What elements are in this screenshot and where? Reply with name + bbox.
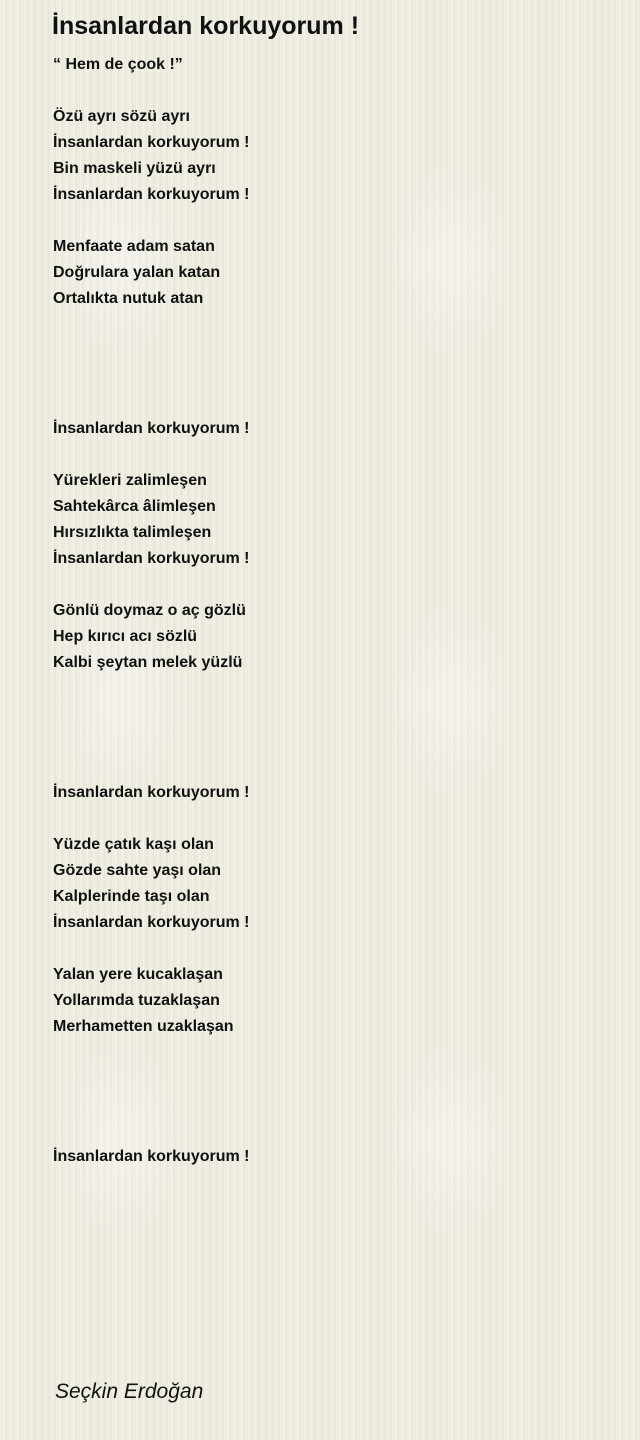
poem-line: Menfaate adam satan [53, 238, 215, 255]
poem-line: Yürekleri zalimleşen [53, 472, 207, 489]
poem-line: İnsanlardan korkuyorum ! [53, 1148, 250, 1165]
stanza-break [53, 1066, 613, 1092]
poem-line: Kalbi şeytan melek yüzlü [53, 654, 243, 671]
stanza-break [53, 702, 613, 728]
stanza-break [53, 78, 613, 104]
poem-line: Kalplerinde taşı olan [53, 888, 210, 905]
poem-line: “ Hem de çook !” [53, 56, 183, 73]
poem-line: İnsanlardan korkuyorum ! [53, 134, 250, 151]
poem-line: Merhametten uzaklaşan [53, 1018, 234, 1035]
poem-line: Yalan yere kucaklaşan [53, 966, 223, 983]
poem-line: Bin maskeli yüzü ayrı [53, 160, 216, 177]
stanza-break [53, 936, 613, 962]
stanza-break [53, 728, 613, 754]
poem-line: Yollarımda tuzaklaşan [53, 992, 220, 1009]
stanza-break [53, 364, 613, 390]
stanza-break [53, 338, 613, 364]
stanza-break [53, 390, 613, 416]
stanza-break [53, 572, 613, 598]
stanza-break [53, 442, 613, 468]
poem-line: Sahtekârca âlimleşen [53, 498, 216, 515]
stanza-break [53, 208, 613, 234]
poem-line: Hep kırıcı acı sözlü [53, 628, 198, 645]
poem-body [53, 52, 613, 1170]
poem-line: İnsanlardan korkuyorum ! [53, 784, 250, 801]
stanza-break [53, 1118, 613, 1144]
poem-line: Doğrulara yalan katan [53, 264, 221, 281]
poem-line: İnsanlardan korkuyorum ! [53, 186, 250, 203]
stanza-break [53, 1092, 613, 1118]
stanza-break [53, 1040, 613, 1066]
poem-line: Özü ayrı sözü ayrı [53, 108, 190, 125]
poem-line: İnsanlardan korkuyorum ! [53, 914, 250, 931]
poem-title: İnsanlardan korkuyorum ! [52, 12, 360, 40]
poem-line: İnsanlardan korkuyorum ! [53, 550, 250, 567]
poem-line: Hırsızlıkta talimleşen [53, 524, 212, 541]
stanza-break [53, 806, 613, 832]
poem-line: Ortalıkta nutuk atan [53, 290, 204, 307]
poem-line: Gözde sahte yaşı olan [53, 862, 222, 879]
poem-author: Seçkin Erdoğan [55, 1380, 204, 1403]
poem-line: İnsanlardan korkuyorum ! [53, 420, 250, 437]
stanza-break [53, 312, 613, 338]
poem-line: Gönlü doymaz o aç gözlü [53, 602, 246, 619]
poem-line: Yüzde çatık kaşı olan [53, 836, 214, 853]
stanza-break [53, 754, 613, 780]
stanza-break [53, 676, 613, 702]
